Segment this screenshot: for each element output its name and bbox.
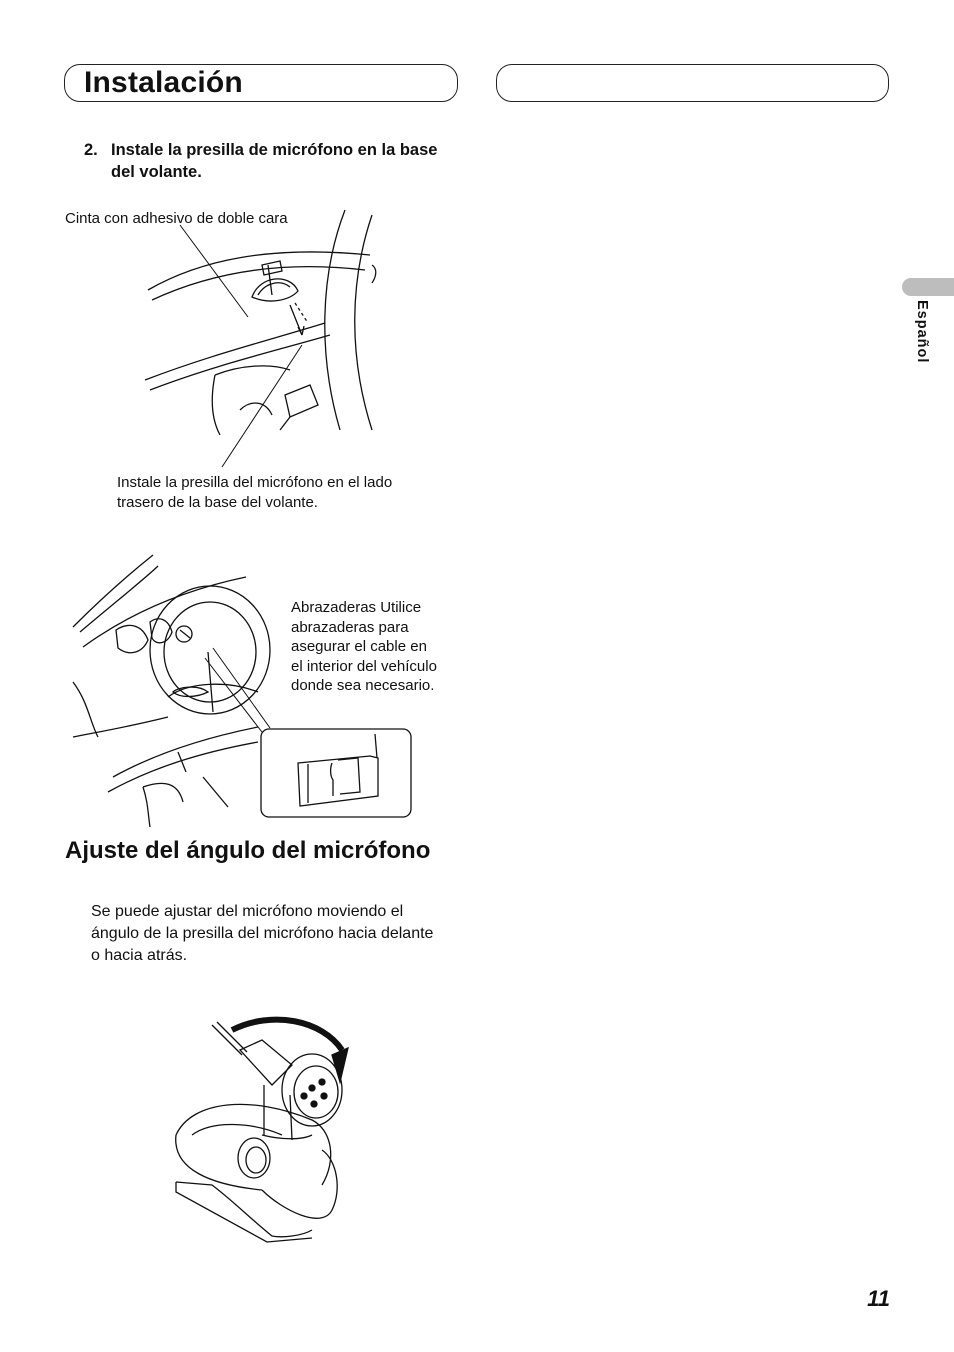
section-title: Instalación [84, 66, 243, 99]
page-number: 11 [867, 1286, 890, 1311]
install-leader-line [222, 345, 307, 470]
language-tab [902, 278, 954, 296]
mic-angle-heading: Ajuste del ángulo del micrófono [65, 837, 431, 864]
tape-leader-line [180, 225, 255, 320]
tape-label: Cinta con adhesivo de doble cara [65, 210, 288, 227]
mic-angle-body: Se puede ajustar del micrófono moviendo el ángulo de la presilla del micrófono hacia delante o hacia atrás. [91, 903, 434, 964]
install-label: Instale la presilla del micrófono en el lado trasero de la base del volante. [117, 474, 393, 511]
step-number: 2. [84, 141, 98, 159]
clamps-label: Abrazaderas Utilice abrazaderas para asegurar el cable en el interior del vehículo donde sea necesario. [291, 599, 437, 694]
step-text: Instale la presilla de micrófono en la base del volante. [111, 141, 438, 181]
language-label: Español [914, 300, 930, 364]
clamp-leader-lines [205, 648, 270, 738]
header-right-box [496, 64, 889, 102]
clamp-detail-inset [260, 728, 412, 818]
microphone-clip-illustration [172, 1010, 352, 1242]
